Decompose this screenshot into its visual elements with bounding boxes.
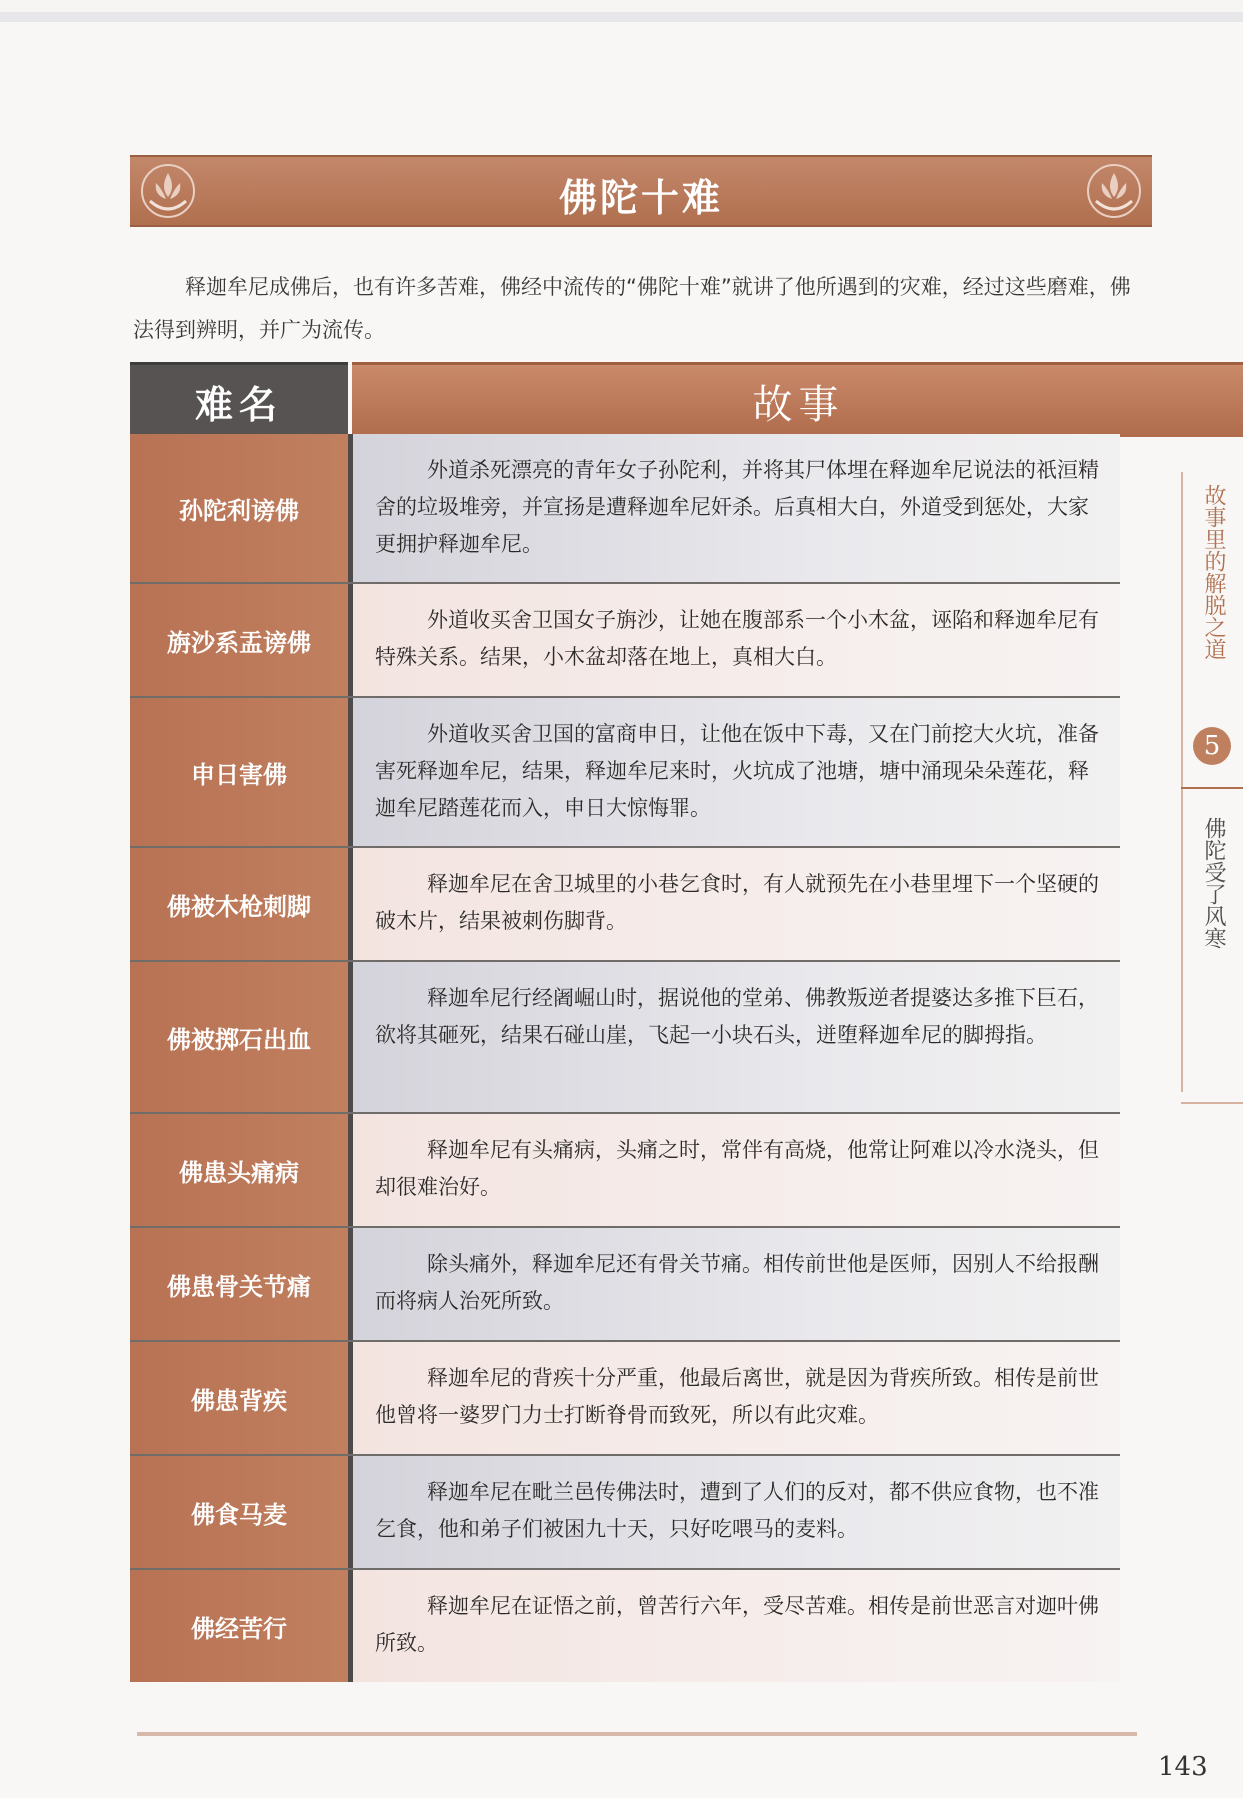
disasters-table	[130, 362, 1120, 1682]
row-name: 佛被木枪刺脚	[130, 848, 353, 960]
row-story: 释迦牟尼的背疾十分严重，他最后离世，就是因为背疾所致。相传是前世他曾将一婆罗门力士打断脊骨而致死，所以有此灾难。	[353, 1342, 1120, 1454]
table-row	[130, 848, 1120, 962]
table-row	[130, 1456, 1120, 1570]
side-chapter-title: 佛陀受了风寒	[1201, 817, 1226, 949]
page	[0, 22, 1243, 1798]
page-title: 佛陀十难	[558, 176, 723, 220]
row-name: 佛患头痛病	[130, 1114, 353, 1226]
row-name: 申日害佛	[130, 698, 353, 846]
side-divider	[1181, 787, 1243, 789]
bottom-rule	[137, 1732, 1137, 1736]
row-story: 释迦牟尼有头痛病，头痛之时，常伴有高烧，他常让阿难以冷水浇头，但却很难治好。	[353, 1114, 1120, 1226]
row-name: 旃沙系盂谤佛	[130, 584, 353, 696]
page-number: 143	[1158, 1752, 1208, 1782]
row-name: 佛食马麦	[130, 1456, 353, 1568]
table-row	[130, 1570, 1120, 1682]
row-story: 外道收买舍卫国的富商申日，让他在饭中下毒，又在门前挖大火坑，准备害死释迦牟尼，结果，释迦牟尼来时，火坑成了池塘，塘中涌现朵朵莲花，释迦牟尼踏莲花而入，申日大惊悔罪。	[353, 698, 1120, 846]
side-tab	[1181, 472, 1243, 1092]
row-name: 佛患骨关节痛	[130, 1228, 353, 1340]
table-row	[130, 434, 1120, 584]
row-story: 释迦牟尼行经阇崛山时，据说他的堂弟、佛教叛逆者提婆达多推下巨石，欲将其砸死，结果石碰山崖，飞起一小块石头，迸堕释迦牟尼的脚拇指。	[353, 962, 1120, 1112]
header-story: 故事	[352, 362, 1243, 437]
row-story: 释迦牟尼在毗兰邑传佛法时，遭到了人们的反对，都不供应食物，也不准乞食，他和弟子们被困九十天，只好吃喂马的麦料。	[353, 1456, 1120, 1568]
header-name: 难名	[130, 362, 348, 437]
row-story: 除头痛外，释迦牟尼还有骨关节痛。相传前世他是医师，因别人不给报酬而将病人治死所致。	[353, 1228, 1120, 1340]
side-section-title: 故事里的解脱之道	[1201, 484, 1226, 660]
lotus-ornament-icon	[1084, 161, 1144, 221]
page-edge	[0, 12, 1243, 22]
intro-paragraph: 释迦牟尼成佛后，也有许多苦难，佛经中流传的“佛陀十难”就讲了他所遇到的灾难，经过这些磨难，佛法得到辨明，并广为流传。	[133, 275, 1131, 342]
row-name: 佛经苦行	[130, 1570, 353, 1682]
table-row	[130, 1114, 1120, 1228]
table-header	[130, 362, 1120, 434]
table-row	[130, 1228, 1120, 1342]
title-banner	[130, 155, 1152, 227]
side-divider	[1181, 1102, 1243, 1104]
row-name: 孙陀利谤佛	[130, 434, 353, 582]
row-story: 释迦牟尼在证悟之前，曾苦行六年，受尽苦难。相传是前世恶言对迦叶佛所致。	[353, 1570, 1120, 1682]
row-story: 释迦牟尼在舍卫城里的小巷乞食时，有人就预先在小巷里埋下一个坚硬的破木片，结果被刺伤脚背。	[353, 848, 1120, 960]
table-row	[130, 698, 1120, 848]
table-row	[130, 1342, 1120, 1456]
row-story: 外道收买舍卫国女子旃沙，让她在腹部系一个小木盆，诬陷和释迦牟尼有特殊关系。结果，小木盆却落在地上，真相大白。	[353, 584, 1120, 696]
chapter-number-badge: 5	[1193, 727, 1231, 765]
row-name: 佛患背疾	[130, 1342, 353, 1454]
row-story: 外道杀死漂亮的青年女子孙陀利，并将其尸体埋在释迦牟尼说法的祇洹精舍的垃圾堆旁，并宣扬是遭释迦牟尼奸杀。后真相大白，外道受到惩处，大家更拥护释迦牟尼。	[353, 434, 1120, 582]
table-row	[130, 962, 1120, 1114]
table-row	[130, 584, 1120, 698]
row-name: 佛被掷石出血	[130, 962, 353, 1112]
